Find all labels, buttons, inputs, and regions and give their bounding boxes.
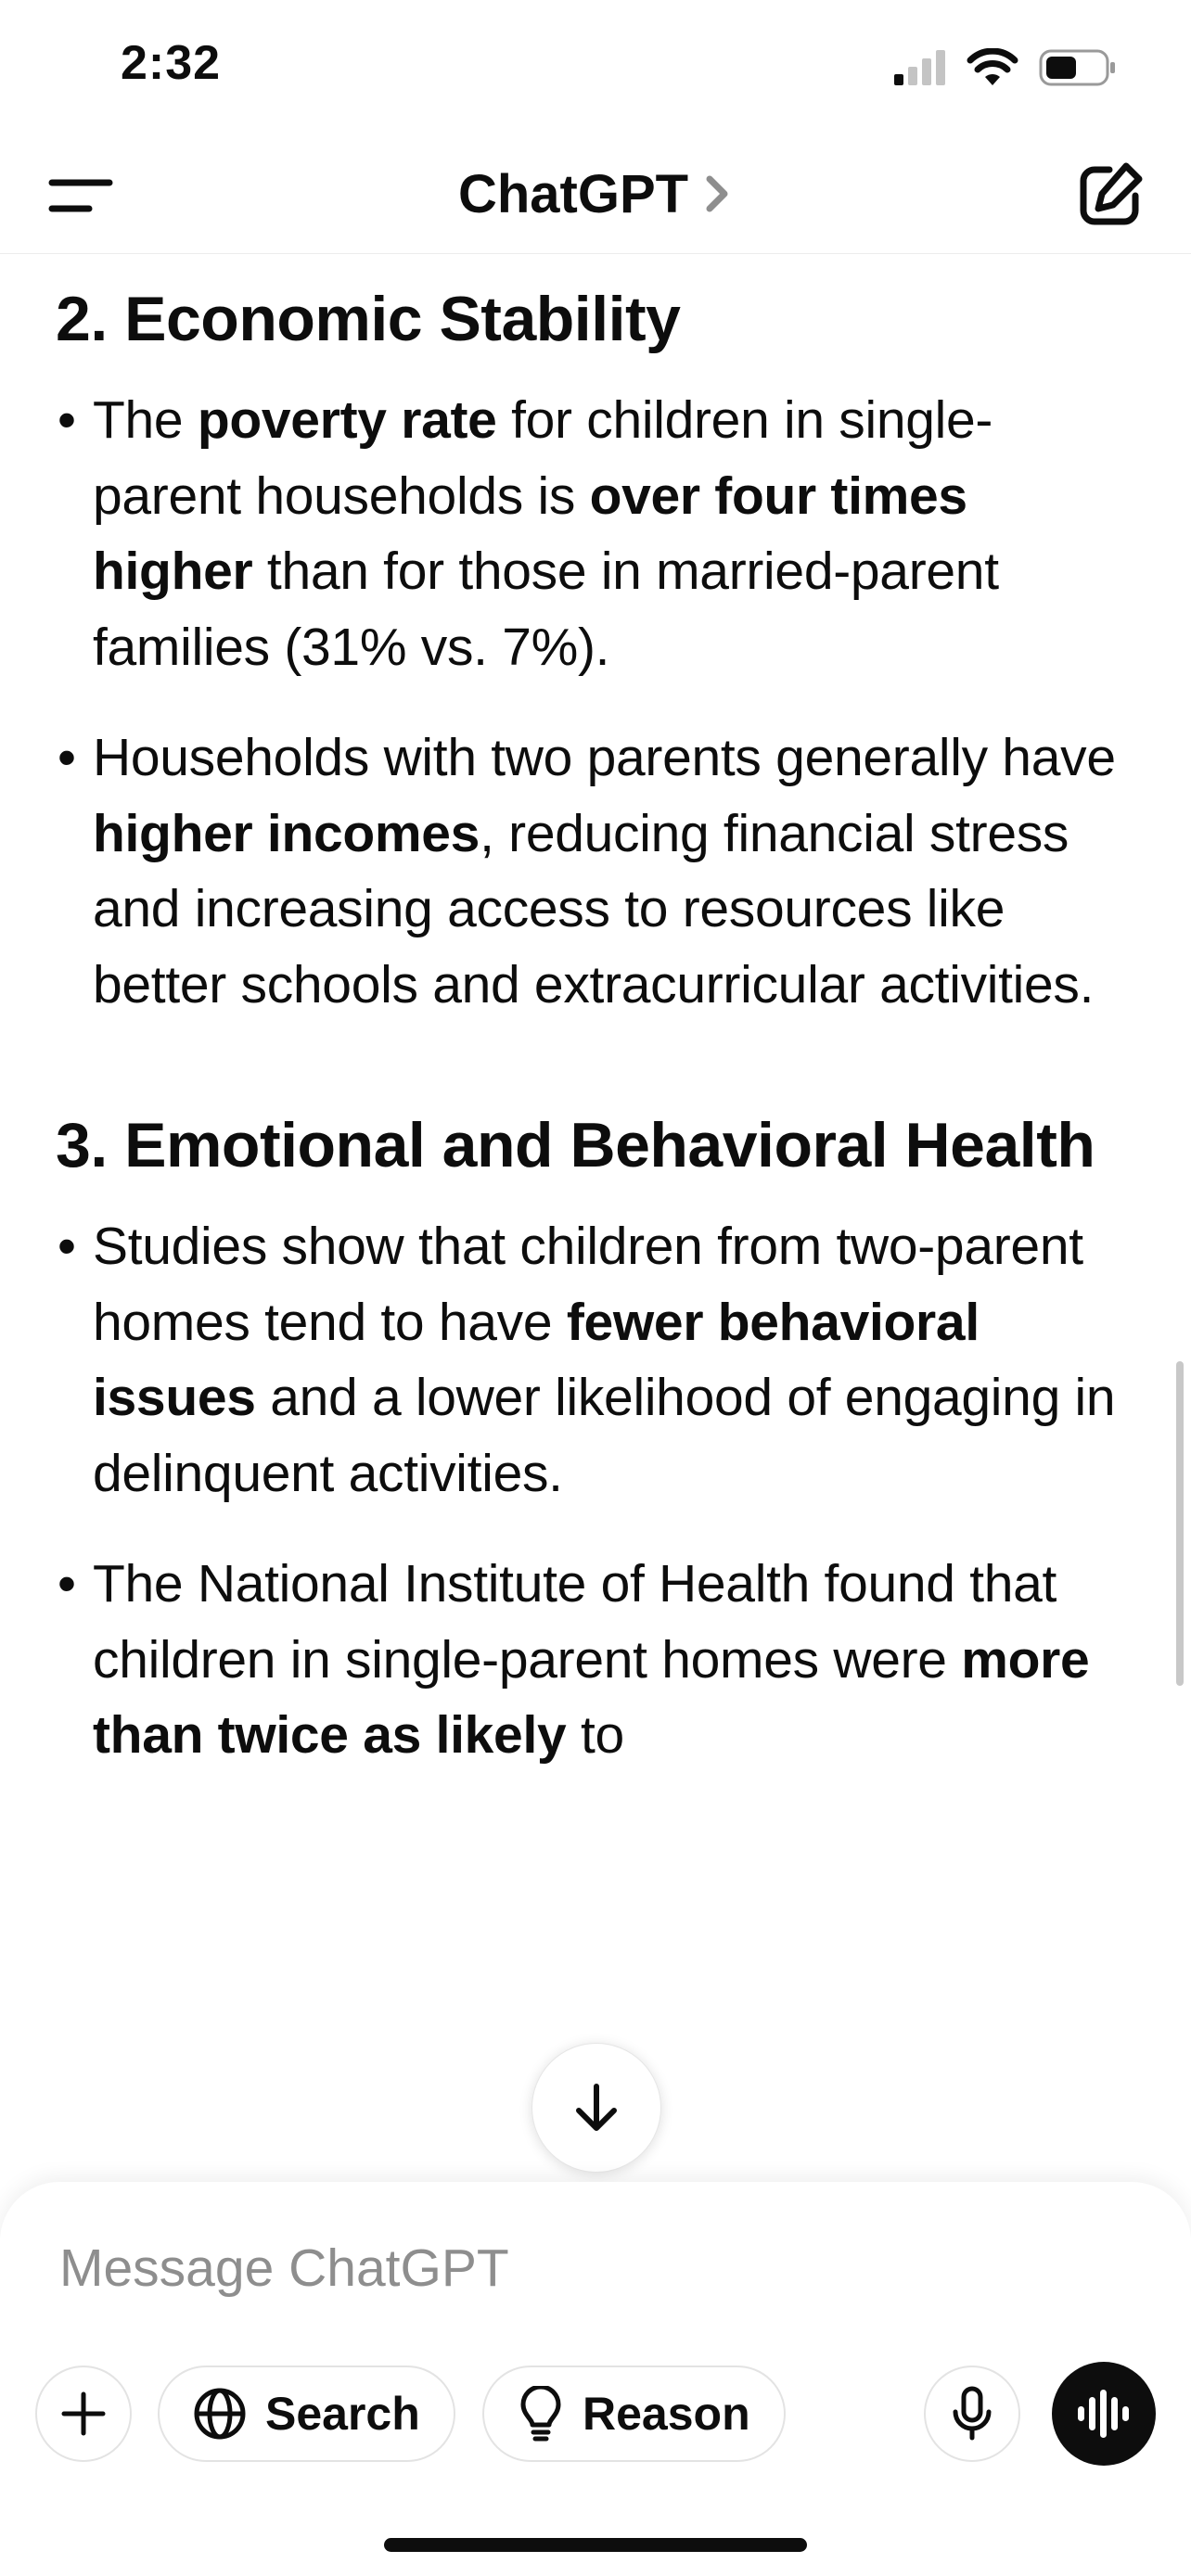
voice-mode-icon xyxy=(1076,2388,1132,2440)
new-chat-button[interactable] xyxy=(1072,159,1146,233)
home-indicator xyxy=(384,2538,807,2552)
text-run: The xyxy=(93,390,198,450)
status-bar xyxy=(0,0,1191,134)
message-input[interactable] xyxy=(59,2238,1080,2299)
reason-button[interactable] xyxy=(482,2366,786,2462)
scroll-to-bottom-button[interactable] xyxy=(531,2043,661,2173)
text-run: for children in single-parent households is xyxy=(93,390,993,526)
arrow-down-icon xyxy=(568,2079,625,2136)
text-run: and a lower likelihood of engaging in delinquent activities. xyxy=(93,1368,1116,1503)
plus-icon xyxy=(59,2390,108,2438)
lightbulb-icon xyxy=(518,2386,564,2442)
text-run: , reducing financial stress and increasing access to resources like better schools and extracurricular activities. xyxy=(93,803,1095,1014)
model-selector[interactable] xyxy=(0,155,1191,233)
section-emotional-health xyxy=(0,1023,1191,1774)
list-item xyxy=(56,1209,1135,1511)
wifi-icon xyxy=(967,48,1018,87)
list-item xyxy=(56,383,1135,685)
list-item xyxy=(56,721,1135,1023)
bold-text: poverty rate xyxy=(197,390,497,450)
status-time: 2:32 xyxy=(121,36,222,90)
nav-title: ChatGPT xyxy=(457,163,689,224)
bullet-list xyxy=(56,1209,1135,1774)
search-label: Search xyxy=(265,2388,420,2440)
reason-label: Reason xyxy=(583,2388,750,2440)
battery-icon xyxy=(1039,48,1117,87)
voice-mode-button[interactable] xyxy=(1052,2362,1156,2466)
globe-icon xyxy=(193,2387,247,2441)
composer xyxy=(0,2182,1191,2576)
cellular-signal-icon xyxy=(894,50,946,85)
text-run: Studies show that children from two-parent homes tend to have xyxy=(93,1217,1083,1352)
conversation-content[interactable] xyxy=(0,253,1191,2182)
text-run: to xyxy=(566,1705,624,1765)
list-item xyxy=(56,1547,1135,1774)
status-icons xyxy=(894,45,1117,91)
bullet-list xyxy=(56,383,1135,1023)
bold-text: over four times higher xyxy=(93,465,967,601)
mic-icon xyxy=(951,2386,993,2442)
bold-text: fewer behavioral issues xyxy=(93,1292,980,1427)
text-run: Households with two parents generally have xyxy=(93,728,1116,787)
section-economic-stability xyxy=(0,253,1191,1023)
text-run: The National Institute of Health found that children in single-parent homes were xyxy=(93,1554,1057,1690)
search-button[interactable] xyxy=(158,2366,455,2462)
composer-toolbar xyxy=(35,2363,1156,2465)
new-chat-icon xyxy=(1072,159,1146,233)
chevron-right-icon xyxy=(701,172,733,215)
dictation-button[interactable] xyxy=(924,2366,1020,2462)
text-run: than for those in married-parent families (31% vs. 7%). xyxy=(93,542,999,677)
bold-text: more than twice as likely xyxy=(93,1629,1090,1765)
section-heading: 2. Economic Stability xyxy=(56,284,681,354)
nav-bar xyxy=(0,134,1191,254)
bold-text: higher incomes xyxy=(93,803,480,863)
scrollbar[interactable] xyxy=(1176,1361,1184,1686)
attach-button[interactable] xyxy=(35,2366,132,2462)
section-heading: 3. Emotional and Behavioral Health xyxy=(56,1110,1095,1180)
